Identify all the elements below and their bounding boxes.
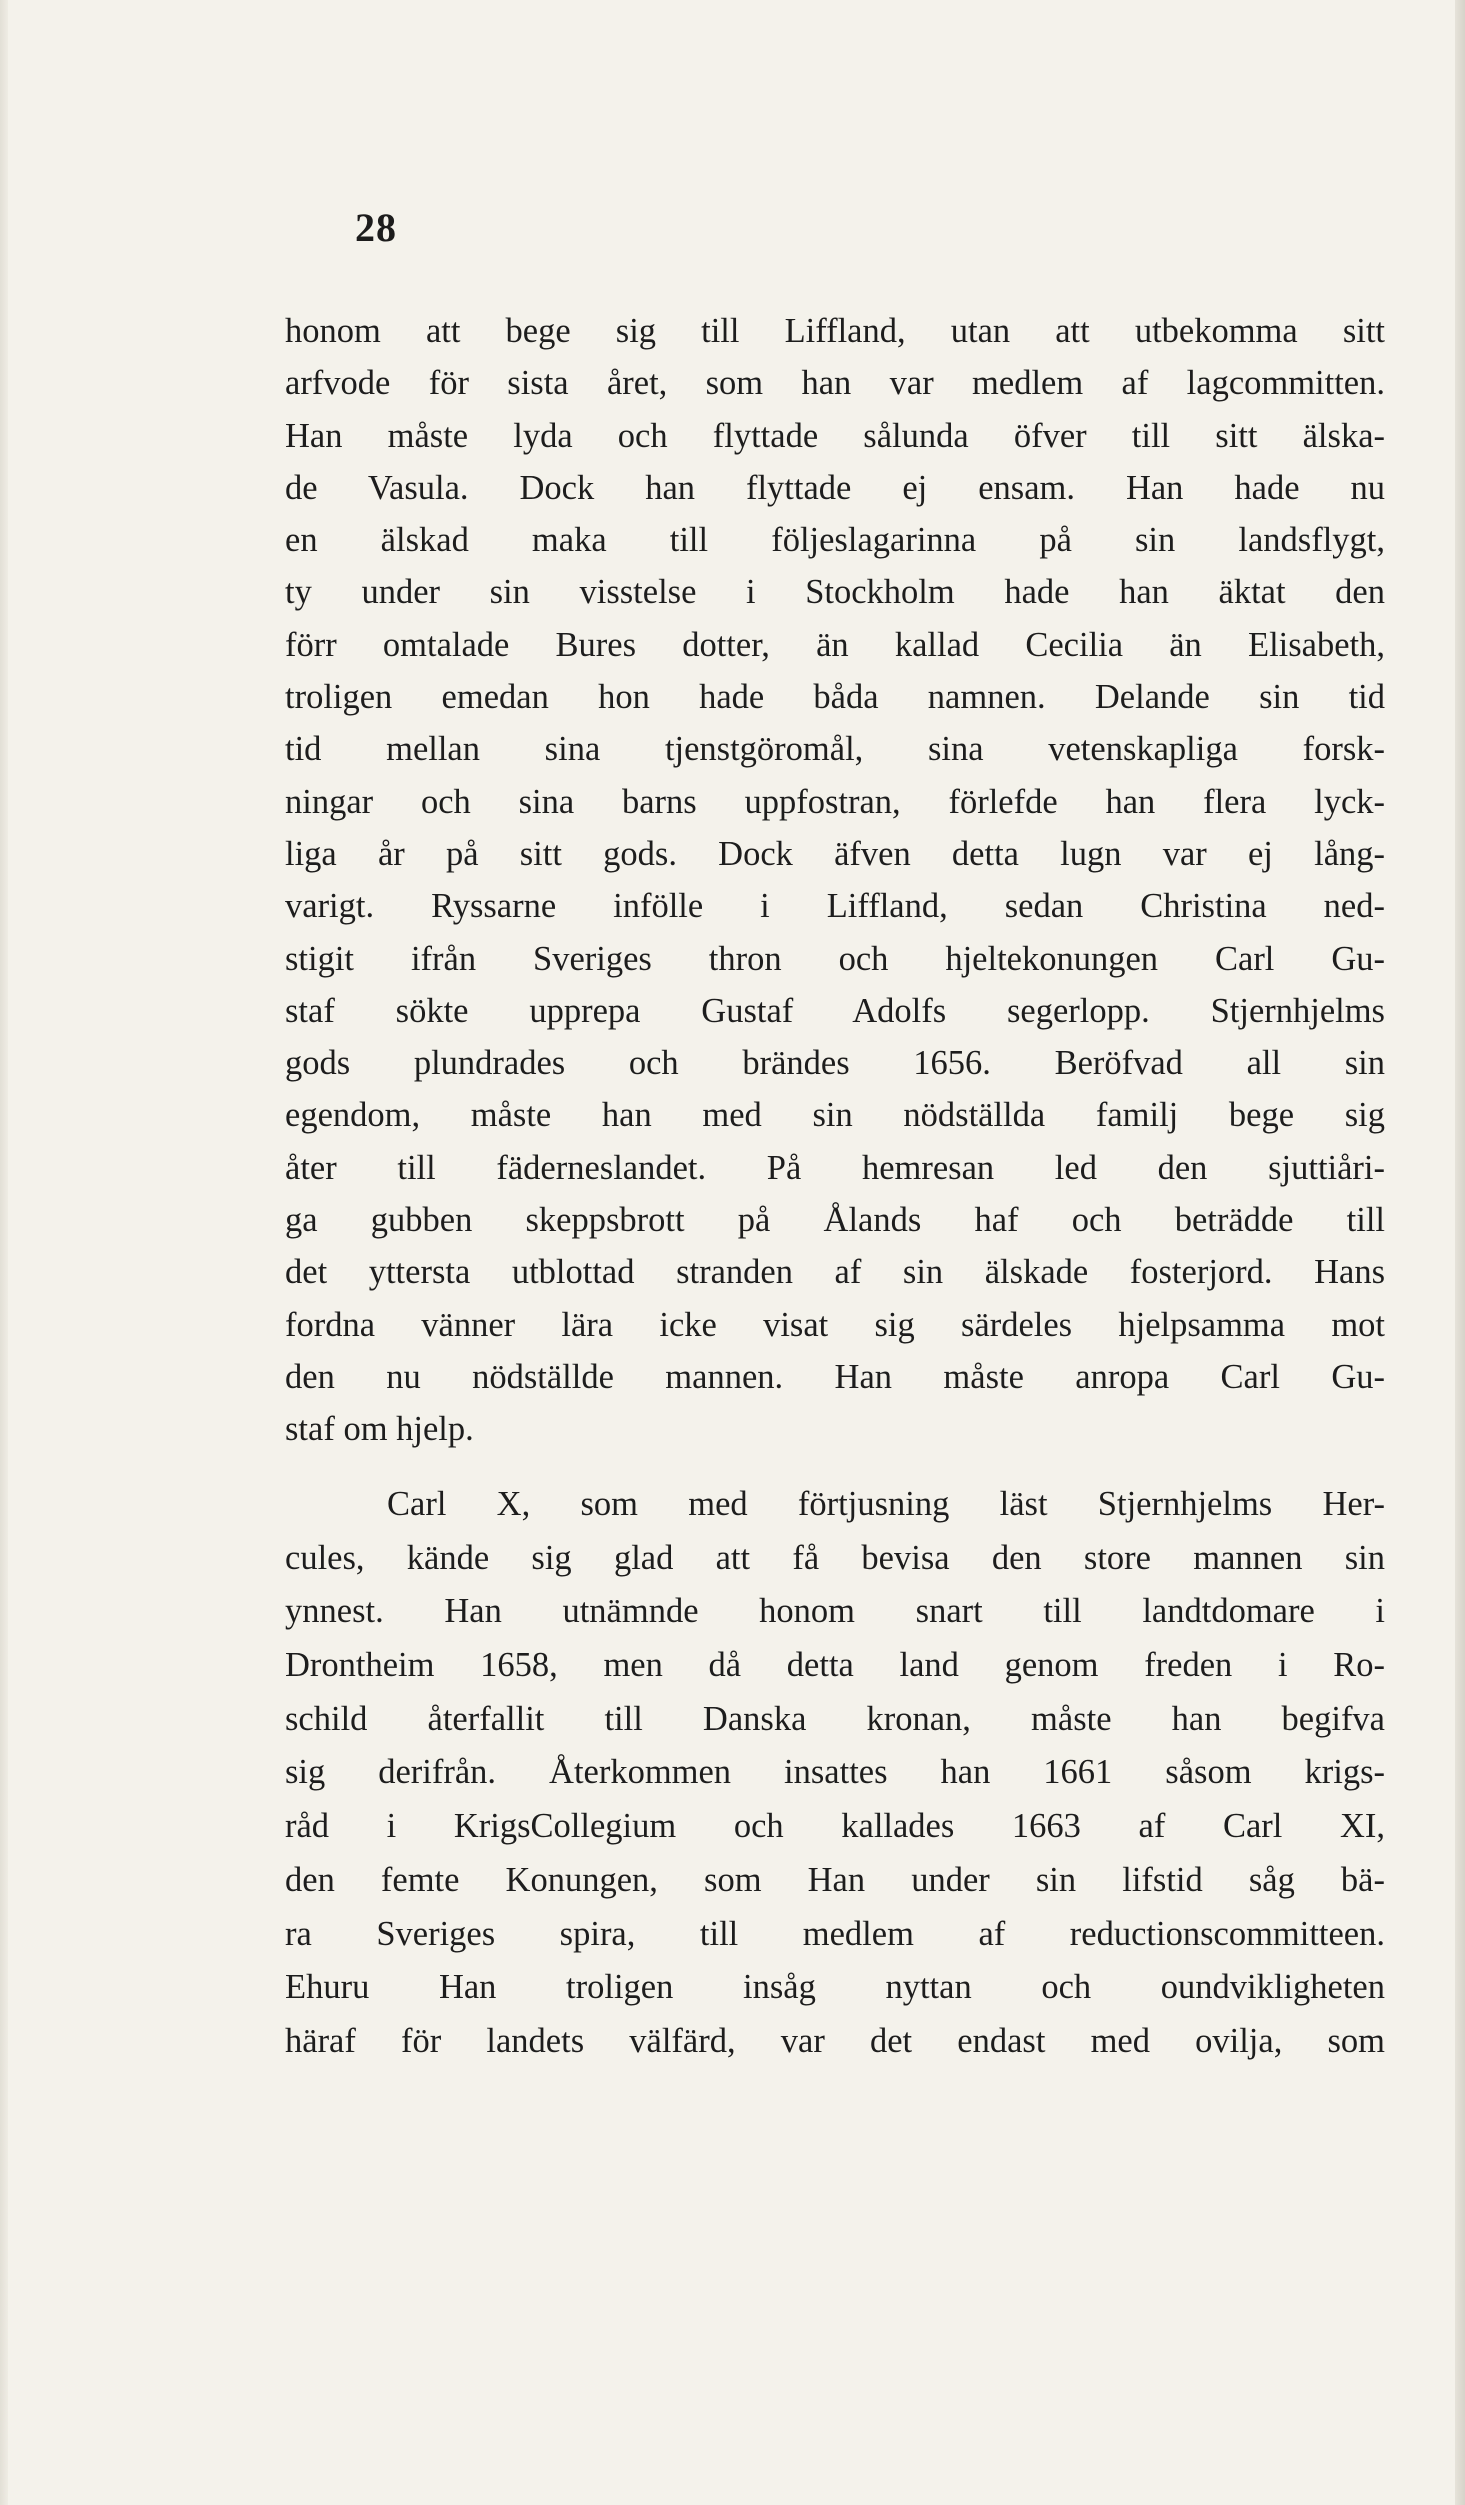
text-line: råd i KrigsCollegium och kallades 1663 af Carl XI, <box>285 1807 1385 1846</box>
text-line: åter till fäderneslandet. På hemresan led den sjuttiåri- <box>285 1148 1385 1187</box>
text-line: staf sökte upprepa Gustaf Adolfs segerlopp. Stjernhjelms <box>285 991 1385 1030</box>
scan-edge-right <box>1455 0 1465 2505</box>
text-line: sig derifrån. Återkommen insattes han 1661 såsom krigs- <box>285 1753 1385 1792</box>
text-line: cules, kände sig glad att få bevisa den store mannen sin <box>285 1538 1385 1577</box>
text-line: varigt. Ryssarne infölle i Liffland, sedan Christina ned- <box>285 887 1385 926</box>
text-line: den femte Konungen, som Han under sin lifstid såg bä- <box>285 1860 1385 1899</box>
text-line: ga gubben skeppsbrott på Ålands haf och beträdde till <box>285 1201 1385 1240</box>
text-line: förr omtalade Bures dotter, än kallad Cecilia än Elisabeth, <box>285 625 1385 664</box>
text-line: häraf för landets välfärd, var det endast med ovilja, som <box>285 2021 1385 2060</box>
text-line: troligen emedan hon hade båda namnen. Delande sin tid <box>285 678 1385 717</box>
text-line: ynnest. Han utnämnde honom snart till landtdomare i <box>285 1592 1385 1631</box>
text-line: gods plundrades och brändes 1656. Beröfvad all sin <box>285 1044 1385 1083</box>
paragraph-1 <box>285 305 1385 1456</box>
text-line: liga år på sitt gods. Dock äfven detta lugn var ej lång- <box>285 834 1385 873</box>
text-line: Ehuru Han troligen insåg nyttan och oundvikligheten <box>285 1968 1385 2007</box>
page-number: 28 <box>355 205 397 250</box>
text-line: staf om hjelp. <box>285 1410 474 1449</box>
text-line: Carl X, som med förtjusning läst Stjernhjelms Her- <box>387 1485 1385 1523</box>
text-line: Han måste lyda och flyttade sålunda öfver till sitt älska- <box>285 416 1385 455</box>
text-line: honom att bege sig till Liffland, utan att utbekomma sitt <box>285 312 1385 350</box>
text-line: stigit ifrån Sveriges thron och hjeltekonungen Carl Gu- <box>285 939 1385 978</box>
text-line: egendom, måste han med sin nödställda familj bege sig <box>285 1096 1385 1135</box>
text-line: fordna vänner lära icke visat sig särdeles hjelpsamma mot <box>285 1305 1385 1344</box>
text-line: den nu nödställde mannen. Han måste anropa Carl Gu- <box>285 1357 1385 1396</box>
text-line: arfvode för sista året, som han var medlem af lagcommitten. <box>285 364 1385 403</box>
text-line: ningar och sina barns uppfostran, förlefde han flera lyck- <box>285 782 1385 821</box>
text-line: ra Sveriges spira, till medlem af reductionscommitteen. <box>285 1914 1385 1953</box>
text-line: ty under sin visstelse i Stockholm hade han äktat den <box>285 573 1385 612</box>
paragraph-2 <box>285 1478 1385 2069</box>
scan-edge-left <box>0 0 8 2505</box>
text-line: en älskad maka till följeslagarinna på sin landsflygt, <box>285 521 1385 560</box>
text-line: tid mellan sina tjenstgöromål, sina vetenskapliga forsk- <box>285 730 1385 769</box>
text-line: de Vasula. Dock han flyttade ej ensam. Han hade nu <box>285 468 1385 507</box>
text-line: det yttersta utblottad stranden af sin älskade fosterjord. Hans <box>285 1253 1385 1292</box>
text-line: Drontheim 1658, men då detta land genom freden i Ro- <box>285 1646 1385 1685</box>
text-line: schild återfallit till Danska kronan, måste han begifva <box>285 1699 1385 1738</box>
